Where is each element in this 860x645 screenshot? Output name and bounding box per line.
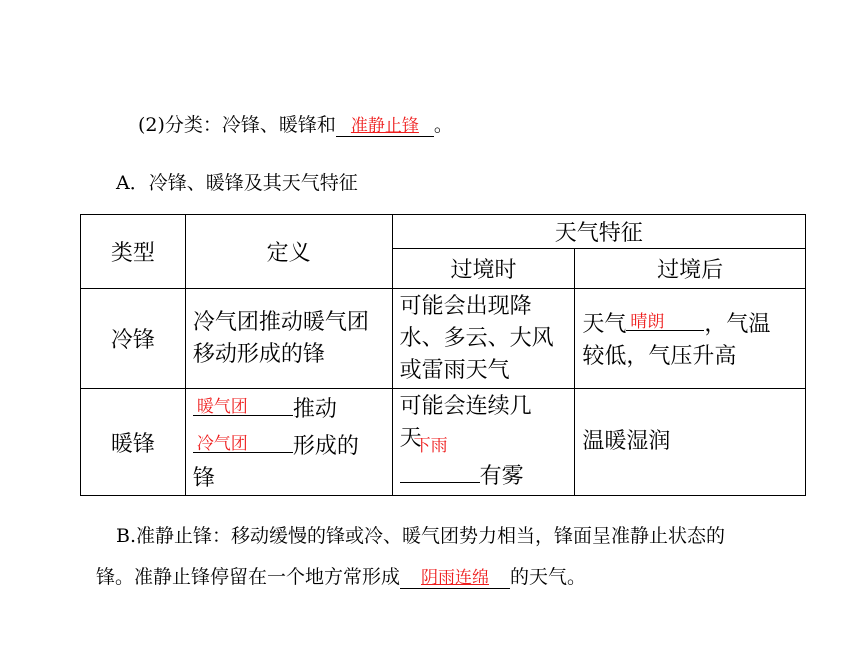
cold-after-answer: 晴朗 xyxy=(630,312,665,332)
warm-passing-text-3: 有雾 xyxy=(479,464,524,489)
section-b-line2-prefix: 锋。准静止锋停留在一个地方常形成 xyxy=(96,566,401,588)
section-a-title: A．冷锋、暖锋及其天气特征 xyxy=(116,172,358,194)
classification-blank xyxy=(336,115,434,137)
cold-after-prefix: 天气 xyxy=(582,312,627,337)
warm-def-answer-1: 暖气团 xyxy=(196,397,248,417)
warm-passing-blank xyxy=(400,456,480,483)
classification-text: (2)分类：冷锋、暖锋和 xyxy=(138,114,336,136)
header-passing: 过境时 xyxy=(392,249,575,289)
section-b-line1: B.准静止锋：移动缓慢的锋或冷、暖气团势力相当，锋面呈准静止状态的 xyxy=(116,525,726,547)
front-weather-table xyxy=(80,214,806,496)
warm-def-text-3: 锋 xyxy=(192,466,215,491)
cold-after-suffix-2: 较低，气压升高 xyxy=(582,344,737,369)
classification-line xyxy=(138,110,453,137)
warm-passing-text-1: 可能会连续几 xyxy=(399,394,532,419)
warm-def-answer-2: 冷气团 xyxy=(196,434,248,454)
warm-front-after: 温暖湿润 xyxy=(575,389,806,496)
section-b-blank xyxy=(400,567,510,589)
warm-front-type: 暖锋 xyxy=(81,389,186,496)
warm-front-definition xyxy=(185,389,392,496)
warm-passing-text-2: 天 xyxy=(399,426,422,451)
warm-def-text-1: 推动 xyxy=(292,397,337,422)
cold-after-suffix-1: ，气温 xyxy=(704,312,771,337)
cold-front-type: 冷锋 xyxy=(81,289,186,389)
cold-front-after xyxy=(575,289,806,389)
warm-def-blank-2 xyxy=(193,426,293,453)
classification-suffix: 。 xyxy=(433,114,453,136)
warm-def-blank-1 xyxy=(193,389,293,416)
warm-passing-answer: 下雨 xyxy=(413,436,448,456)
header-type: 类型 xyxy=(81,215,186,289)
cold-front-definition: 冷气团推动暖气团移动形成的锋 xyxy=(185,289,392,389)
section-b-line2 xyxy=(96,562,586,589)
warm-def-text-2: 形成的 xyxy=(292,434,359,459)
classification-answer: 准静止锋 xyxy=(350,116,419,136)
header-definition: 定义 xyxy=(185,215,392,289)
header-weather: 天气特征 xyxy=(392,215,805,249)
cold-after-blank xyxy=(626,304,704,331)
cold-front-passing: 可能会出现降水、多云、大风或雷雨天气 xyxy=(392,289,575,389)
section-b-answer: 阴雨连绵 xyxy=(421,568,490,588)
warm-front-passing xyxy=(392,389,575,496)
section-b-line2-suffix: 的天气。 xyxy=(510,566,587,588)
header-after: 过境后 xyxy=(575,249,806,289)
